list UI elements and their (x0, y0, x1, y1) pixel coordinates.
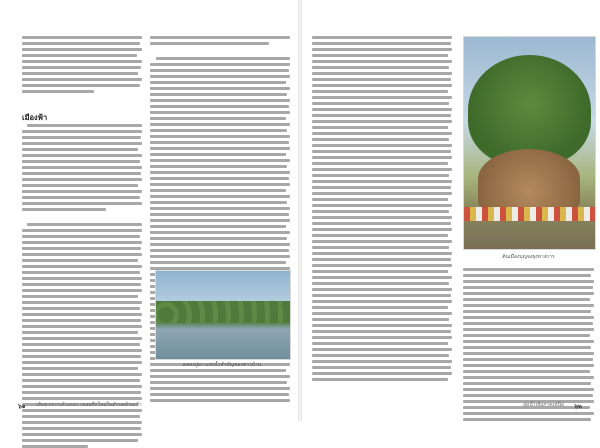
paragraph-lines (22, 36, 142, 93)
left-page-column-1-body (22, 124, 142, 448)
paragraph-lines (463, 268, 594, 421)
section-heading: เมืองฟ้า (22, 113, 48, 122)
running-footer: เส้นทางการค้าแบบ: เชลยศึกใหม่ในตำบลห้วยเข้า (36, 402, 142, 408)
page-number: ๖๒ (574, 403, 582, 410)
stupa-photo (463, 36, 596, 250)
page-number: ๖๑ (18, 403, 26, 410)
stupa-mound (478, 149, 580, 209)
tree-line (156, 301, 290, 323)
photo-caption: คลองปูลา แห่งน้ำสำคัญของชาวบ้าน (182, 362, 262, 368)
right-page-column-2 (463, 268, 594, 421)
paragraph-lines (312, 36, 452, 381)
prayer-flags (464, 207, 595, 221)
right-page-column-1 (312, 36, 452, 381)
river-photo (155, 270, 291, 360)
right-page (302, 0, 600, 421)
left-page (0, 0, 298, 421)
left-page-column-1-top (22, 36, 142, 93)
paragraph-lines (22, 124, 142, 448)
running-footer: ลุ่มน้ำเชิงภาคเหนือ (522, 402, 564, 408)
photo-caption: ต้นเมืองบุญจงยุงทางการ (502, 254, 555, 260)
